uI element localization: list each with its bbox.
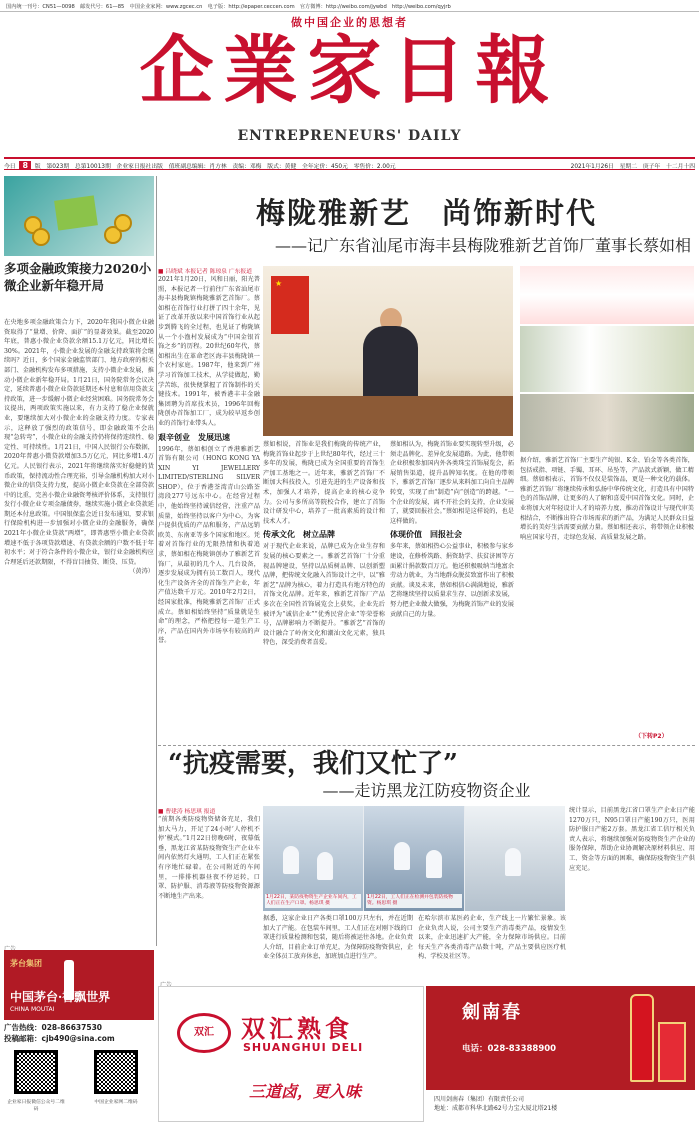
qr-caption: 中国企业家网二维码 — [94, 1100, 138, 1105]
english-title: ENTREPRENEURS' DAILY — [237, 128, 462, 144]
jiannanchun-address: 地址：成都市科华北路62号力宝大厦北塔21楼 — [434, 1105, 558, 1112]
workshop-photo — [520, 394, 694, 452]
left-article-title: 多项金融政策接力2020小微企业新年稳开局 — [4, 261, 152, 293]
issue-info-bar — [4, 157, 695, 170]
article1-paragraph: 对于现代企业来说，品牌已成为企业生存和发展的核心要素之一。雅新艺首饰厂十分重视品牌建设，坚持以品质树品牌、以创新塑品牌，把传统文化融入首饰设计之中，以“雅新艺”品牌为核心，着力打造具有地方特色的首饰文化品牌。近年来，雅新艺首饰厂产品多次在全国性首饰展览会上获奖，企业先后被评为“诚信企业”“优秀民营企业”等荣誉称号，品牌影响力不断提升。“雅新艺”首饰的设计融合了岭南文化和潮汕文化元素，独具特色，深受消费者喜爱。 — [263, 543, 385, 647]
submission-email[interactable]: 投稿邮箱：cjb490@sina.com — [4, 1034, 115, 1043]
ad-hotline: 广告热线：028-86637530 — [4, 1023, 103, 1032]
left-article-text: 在央地多项金融政策合力下，2020年我国小微企业融资取得了“量增、价降、面扩”的显著效果。截至2020年底，普惠小微企业贷款余额15.1万亿元，同比增长30%。2021年，小微企业发展的金融支持政策将会继续吗？近日，多个国家金融监管部门、地方政府的相关部门、金融机构发布多项措施，支持小微企业发展，推动小微企业新年稳开局。1月21日，国务院常务会议决定，延续普惠小微企业贷款延期还本付息和信用贷款支持政策，进一步缓解小微企业经营困难。国务院常务会议提出，两项政策实施以来，有力支持了稳企业保就业，要继续加大对小微企业的金融支持力度。专家表示，这释放了强烈的政策信号，即金融政策不会出现“急转弯”，小微企业的金融支持仍将保持连续性、稳定性、可持续性。1月21日，中国人民银行公布数据，2020年普惠小微贷款增加3.5万亿元，同比多增1.4万亿元。人民银行表示，2021年将继续落实好稳健的货币政策，保持流动性合理充裕，引导金融机构加大对小微企业的信贷支持力度，提高小微企业贷款在全部贷款中的比重，完善小微企业融资考核评价体系，支持银行发行小微企业专项金融债券，继续实施小微企业贷款延期还本付息政策。中国银保监会近日发布通知，要求银行保险机构进一步加强对小微企业的金融服务，确保2021年小微企业贷款“两增”，即普惠型小微企业贷款增速不低于各项贷款增速、有贷款余额的户数不低于年初水平；对于符合条件的小微企业，银行业金融机构应合理延后还款期限，不得盲目抽贷、断贷、压贷。 — [4, 319, 154, 566]
qr-codes — [4, 1050, 154, 1110]
article2-paragraph: 在哈尔滨市某医药企业，生产线上一片繁忙景象。该企业负责人说，公司主要生产消毒类产品，疫情发生以来，企业迅速扩大产能，全力保障市场供应。目前每天生产各类消毒产品数十吨，产品主要供应医疗机构、学校及社区等。 — [418, 915, 566, 961]
photo-caption: 1月22日，某防疫物资生产企业车间内，工人们正在生产口罩。杨思琪 摄 — [265, 894, 361, 908]
maotai-slogan: 中国茅台·香飘世界 — [10, 990, 111, 1004]
store-photo — [520, 266, 694, 324]
section-heading: 体现价值 回报社会 — [390, 529, 462, 540]
maotai-advertisement[interactable] — [4, 950, 154, 1020]
main-headline: 梅陇雅新艺 尚饰新时代 — [255, 196, 597, 230]
article1-byline: ■ 吕晓斌 本报记者 陈琼泉 广东报道 — [158, 269, 253, 275]
shuanghui-name: 双汇熟食 — [241, 1014, 353, 1043]
maotai-english: CHINA MOUTAI — [10, 1006, 55, 1013]
jiannanchun-advertisement[interactable] — [426, 986, 695, 1122]
article1-paragraph: 蔡如相认为，梅陇首饰业要实现转型升级，必须走品牌化、差异化发展道路。为此，他带领企业积极参加国内外各类珠宝首饰展览会，拓展销售渠道，提升品牌知名度。在他的带领下，雅新艺首饰厂逐步从来料加工向自主品牌转变，实现了由“制造”向“创造”的跨越。“一个企业的发展，离不开社会的支持，企业发展了，就要回报社会。”蔡如相是这样说的，也是这样做的。 — [390, 441, 514, 525]
jiannanchun-company: 四川剑南春（集团）有限责任公司 — [434, 1096, 525, 1103]
jiannanchun-logo: 劍南春 — [462, 1002, 522, 1023]
article1-paragraph: 多年来，蔡如相热心公益事业，积极参与家乡建设，在修桥筑路、捐资助学、扶贫济困等方面累计捐款数百万元。他还积极吸纳当地富余劳动力就业，为当地群众脱贫致富作出了积极贡献。谈及未来，蔡如相信心满满地说，雅新艺将继续坚持以质量求生存、以创新求发展，努力把企业做大做强，为梅陇首饰产业的发展贡献自己的力量。 — [390, 543, 514, 618]
article1-paragraph: 2021年1月20日，风和日丽，阳光普照，本报记者一行前往广东省汕尾市海丰县梅陇镇梅陇雅新艺首饰厂。蔡如相在首饰行业打拼了四十余年，见证了改革开放以来中国首饰行业从起步到腾飞的全过程，也见证了梅陇镇从一个小渔村发展成为“中国金银首饰之乡”的历程。20世纪60年代，蔡如相出生在革命老区海丰县梅陇镇一个农村家庭。1987年，他来到广州学习首饰加工技术，从学徒做起，勤学苦练，很快便掌握了首饰制作的关键技术。1991年，被香港丰丰金融集团聘为首席技术员，1996年回梅陇创办首饰加工厂，成为较早返乡创业的首饰行业带头人。 — [158, 276, 260, 427]
finance-policy-image — [4, 176, 154, 256]
article1-column-4 — [520, 456, 694, 728]
article2-column-1 — [158, 806, 260, 978]
slogan: 做中国企业的思想者 — [291, 16, 408, 29]
shuanghui-advertisement[interactable] — [158, 986, 424, 1122]
continued-on-page: （下转P2） — [635, 733, 668, 740]
website-qr-code[interactable] — [94, 1050, 138, 1094]
article1-column-3 — [390, 440, 514, 736]
second-headline: “抗疫需要，我们又忙了” — [158, 745, 695, 782]
article2-byline: ■ 曹建涛 杨思琪 报道 — [158, 809, 216, 815]
left-article-body — [4, 318, 154, 948]
chairman-office-photo: ★ — [263, 266, 513, 436]
article1-column-1 — [158, 266, 260, 736]
article2-paragraph: 统计显示，目前黑龙江省口罩生产企业日产能1270万只，N95口罩日产能190万只，医用防护服日产能2万套。黑龙江省工信厅相关负责人表示，将继续加强对防疫物资生产企业的服务保障，帮助企业协调解决原材料供应、用工、资金等方面的困难，确保防疫物资生产供应充足。 — [569, 807, 695, 872]
shuanghui-english: SHUANGHUI DELI — [243, 1041, 364, 1054]
jiannanchun-footer — [426, 1090, 695, 1122]
header-publication-info: 国内统一刊号：CN51—0098 邮发代号：61—85 中国企业家网：www.zgcec.cn 电子版：http://epaper.ceccen.com 官方微博：http://weibo.com/jywbd http://weibo.com/qyjrb — [0, 0, 699, 12]
issue-details: 版 第023期 总第10013期 企业家日报社出版 值班副总编辑：肖方林 责编：邓梅 版式：黄健 全年定价：450元 零售价：2.00元 — [34, 164, 396, 170]
page-count-badge: 8 — [19, 161, 31, 170]
jiannanchun-phone: 电话：028-83388900 — [462, 1044, 557, 1054]
factory-production-photos — [263, 806, 565, 911]
article2-column-3 — [418, 914, 566, 980]
article1-column-2 — [263, 440, 385, 736]
article2-column-2 — [263, 914, 413, 980]
gift-box-icon — [658, 1022, 686, 1082]
factory-workers-photo — [520, 326, 694, 392]
section-heading: 艰辛创业 发展迅速 — [158, 431, 230, 442]
main-subheadline: ——记广东省汕尾市海丰县梅陇雅新艺首饰厂董事长蔡如相 — [274, 236, 691, 255]
shuanghui-logo: 双汇 — [177, 1013, 231, 1053]
maotai-brand: 茅台集团 — [10, 958, 42, 968]
newspaper-masthead: 企業家日報 — [139, 28, 560, 114]
article2-paragraph: 据悉，这家企业日产各类口罩100万只左右，并在近期加大了产能。在包装车间里，工人们正在对刚下线的口罩进行质量检测和包装，随后将被运往各地。企业负责人介绍，目前企业订单充足，为保障防疫物资供应，企业全体员工放弃休息，加班加点进行生产。 — [263, 915, 413, 961]
contact-info — [4, 1022, 154, 1044]
article1-paragraph: 蔡如相说，首饰业是我们梅陇的传统产业，梅陇首饰业起步于上世纪80年代，经过三十多年的发展，梅陇已成为全国重要的首饰生产加工基地之一。近年来，雅新艺首饰厂不断加大科技投入，引进先进的生产设备和技术，加强人才培养，提高企业的核心竞争力。公司与多所高等院校合作，建立了首饰设计研发中心，培养了一批高素质的设计和技术人才。 — [263, 441, 385, 525]
liquor-bottle-icon — [630, 994, 654, 1082]
wechat-qr-code[interactable] — [14, 1050, 58, 1094]
photo-caption: 1月22日，工人们正在检测并包装防疫物资。杨思琪 摄 — [366, 894, 462, 908]
issue-date: 2021年1月26日 星期二 庚子年 十二月十四 — [570, 164, 695, 170]
qr-caption: 企业家日报微信公众号二维码 — [7, 1100, 65, 1112]
shuanghui-slogan: 三道卤，更入味 — [249, 1082, 362, 1101]
article2-column-4 — [569, 806, 695, 978]
left-article-source: （黄涛） — [129, 568, 154, 576]
article2-paragraph: “前期各类防疫物资储备充足，我们加大马力，开足了24小时‘人停机不停’模式。”1月22日傍晚6时，夜幕低垂，黑龙江省某防疫物资生产企业车间内依然灯火通明，工人们正在紧张有序地忙碌着。在公司附近的车间里，一排排机器昼夜不停运转，口罩、防护服、消毒液等防疫物资源源不断地生产出来。 — [158, 816, 260, 900]
today-label: 今日 — [4, 164, 16, 170]
section-heading: 传承文化 树立品牌 — [263, 529, 335, 540]
article1-paragraph: 1996年，蔡如相创立了香港雅新艺首饰有限公司（HONG KONG YA XIN YI JEWELLERY LIMITED/STERLING SILVER SHOP），位于香港荃湾青山公路荃湾段277号远东中心。在经营过程中，他始终坚持诚信经营，注重产品质量，始终坚持以客户为中心，为客户提供优质的产品和服务，产品远销欧美、东南亚等多个国家和地区。凭着对首饰行业的无限热情和执着追求，蔡如相在梅陇镇创办了雅新艺首饰厂，从最初的几个人、几台设备，逐步发展成为拥有员工数百人，现代化生产设备齐全的首饰生产企业，年产值达数千万元。2010年2月2日，经国家批准，梅陇雅新艺首饰厂正式成立。蔡如相始终坚持“质量就是生命”的理念，严格把控每一道生产工序，产品在国内外市场享有较高的声誉。 — [158, 445, 260, 645]
article1-paragraph: 据介绍，雅新艺首饰厂主要生产纯银、K金、铂金等各类首饰，包括戒指、项链、手镯、耳环、吊坠等，产品款式新颖，做工精细。蔡如相表示，首饰不仅仅是装饰品，更是一种文化的载体。雅新艺首饰厂将继续传承和弘扬中华传统文化，打造具有中国特色的首饰品牌，让更多的人了解和喜爱中国首饰文化。同时，企业将加大对年轻设计人才的培养力度，推动首饰设计与现代审美相结合，不断推出符合市场需求的新产品，为满足人民群众日益增长的美好生活需要贡献力量。蔡如相还表示，将带领企业积极响应国家号召，走绿色发展、高质量发展之路。 — [520, 457, 694, 541]
second-subheadline: ——走访黑龙江防疫物资企业 — [322, 781, 531, 800]
